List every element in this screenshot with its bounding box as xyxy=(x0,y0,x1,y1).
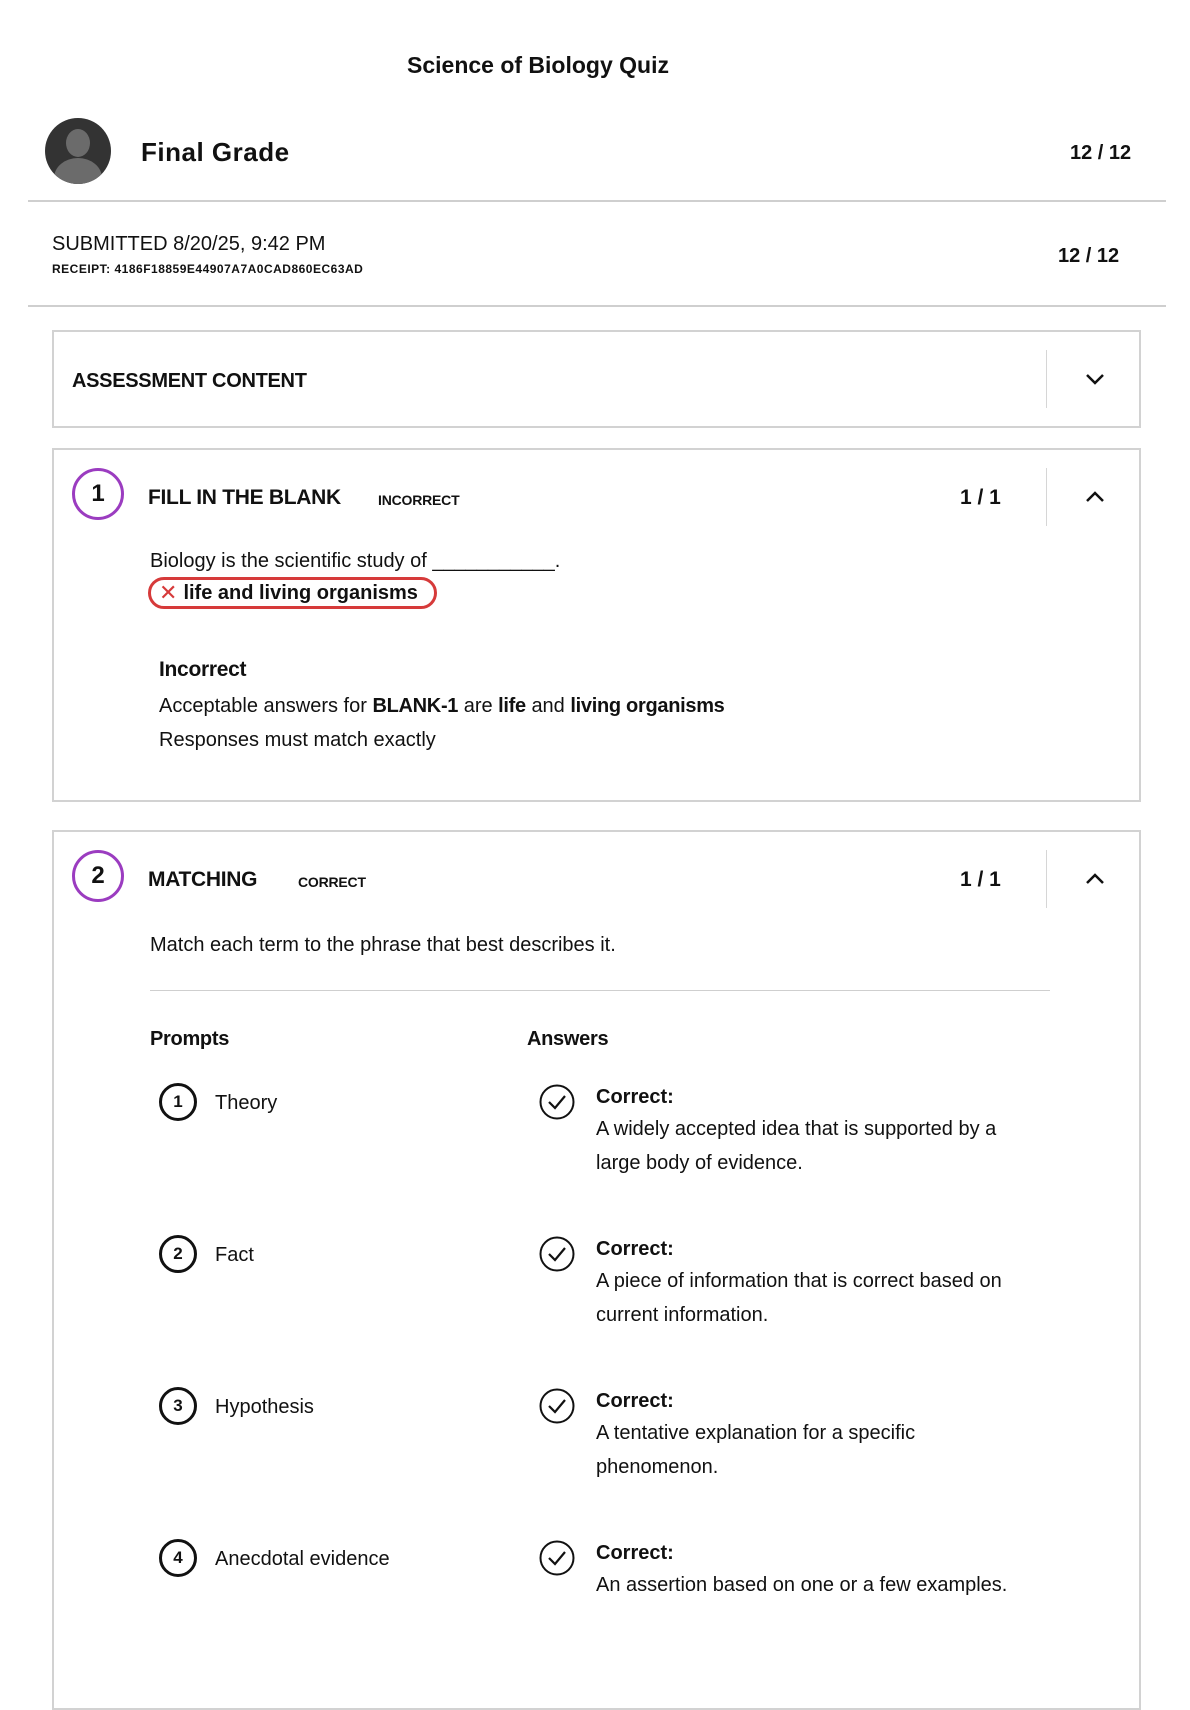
checkmark-circle-icon xyxy=(538,1539,576,1577)
matching-pair-1 xyxy=(159,1083,197,1121)
assessment-content-panel xyxy=(52,330,1141,428)
checkmark-circle-icon xyxy=(538,1083,576,1121)
panel-separator xyxy=(1046,850,1047,908)
submission-score: 12 / 12 xyxy=(1058,245,1120,267)
question-type: FILL IN THE BLANK xyxy=(148,486,341,509)
receipt-id: RECEIPT: 4186F18859E44907A7A0CAD860EC63AD xyxy=(52,262,364,276)
answer-text: A tentative explanation for a specific phenomenon. xyxy=(596,1422,916,1478)
answer-result: Correct: xyxy=(596,1542,674,1564)
avatar-body xyxy=(54,158,102,184)
close-icon: ✕ xyxy=(159,580,178,605)
feedback-title: Incorrect xyxy=(159,658,247,681)
answers-header: Answers xyxy=(527,1028,609,1050)
avatar-head xyxy=(66,129,90,157)
feedback-answer-1: life xyxy=(498,695,526,717)
prompt-label: Theory xyxy=(215,1092,278,1114)
prompt-number-badge: 3 xyxy=(159,1387,197,1425)
panel-separator xyxy=(1046,350,1047,408)
prompt-label: Hypothesis xyxy=(215,1396,314,1418)
feedback-prefix: Acceptable answers for xyxy=(159,695,367,717)
feedback-are: are xyxy=(463,695,493,717)
prompt-label: Fact xyxy=(215,1244,254,1266)
matching-pair-2 xyxy=(159,1235,197,1273)
feedback-and: and xyxy=(531,695,565,717)
final-grade-score: 12 / 12 xyxy=(1070,142,1132,164)
prompt-label: Anecdotal evidence xyxy=(215,1548,390,1570)
prompts-header: Prompts xyxy=(150,1028,230,1050)
matching-pair-3 xyxy=(159,1387,197,1425)
chevron-up-icon[interactable] xyxy=(1084,868,1106,890)
answer-result: Correct: xyxy=(596,1086,674,1108)
submission-divider xyxy=(28,305,1166,307)
question-number-badge: 1 xyxy=(72,468,124,520)
assessment-content-label: ASSESSMENT CONTENT xyxy=(72,370,307,392)
question-score: 1 / 1 xyxy=(960,486,1001,509)
prompt-number-badge: 1 xyxy=(159,1083,197,1121)
feedback-answer-2: living organisms xyxy=(570,695,725,717)
header-divider xyxy=(28,200,1166,202)
answer-result: Correct: xyxy=(596,1390,674,1412)
feedback-blank: BLANK-1 xyxy=(372,695,459,717)
final-grade-label: Final Grade xyxy=(141,137,290,167)
feedback-note: Responses must match exactly xyxy=(159,729,436,751)
avatar xyxy=(45,118,111,184)
checkmark-circle-icon xyxy=(538,1387,576,1425)
panel-separator xyxy=(1046,468,1047,526)
answer-result: Correct: xyxy=(596,1238,674,1260)
matching-pair-4 xyxy=(159,1539,197,1577)
submitted-answer xyxy=(148,577,437,609)
answer-text: A widely accepted idea that is supported by a large body of evidence. xyxy=(596,1118,997,1174)
prompt-number-badge: 2 xyxy=(159,1235,197,1273)
question-divider xyxy=(150,990,1050,991)
question-type: MATCHING xyxy=(148,868,258,891)
feedback-text xyxy=(159,695,725,718)
question-status: CORRECT xyxy=(298,874,366,890)
checkmark-circle-icon xyxy=(538,1235,576,1273)
question-status: INCORRECT xyxy=(378,492,460,508)
answer-text: A piece of information that is correct based on current information. xyxy=(596,1270,1002,1326)
question-text: Biology is the scientific study of ___________. xyxy=(150,550,561,572)
page-title: Science of Biology Quiz xyxy=(407,52,669,78)
chevron-down-icon[interactable] xyxy=(1084,368,1106,390)
submitted-timestamp: SUBMITTED 8/20/25, 9:42 PM xyxy=(52,233,326,255)
question-number-badge: 2 xyxy=(72,850,124,902)
chevron-up-icon[interactable] xyxy=(1084,486,1106,508)
answer-text: An assertion based on one or a few examples. xyxy=(596,1574,1008,1596)
question-text: Match each term to the phrase that best describes it. xyxy=(150,934,616,956)
question-score: 1 / 1 xyxy=(960,868,1001,891)
submitted-answer-text: life and living organisms xyxy=(183,581,418,604)
prompt-number-badge: 4 xyxy=(159,1539,197,1577)
